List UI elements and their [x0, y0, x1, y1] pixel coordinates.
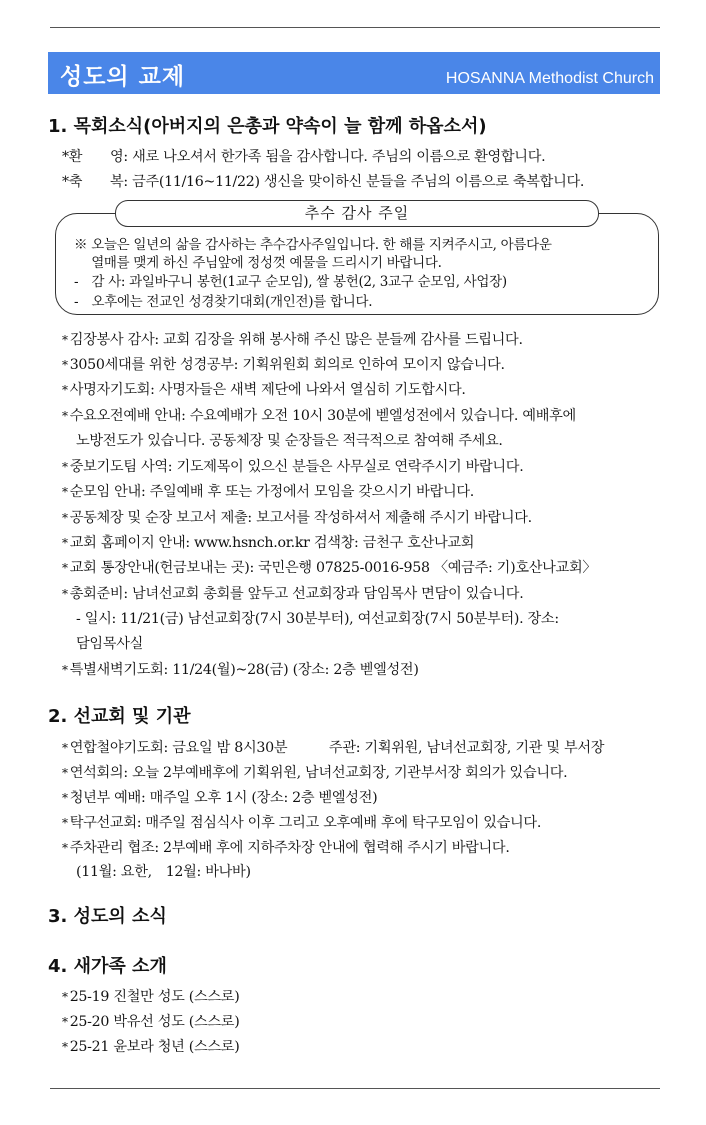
list-item: * 탁구선교회: 매주일 점심식사 이후 그리고 오후예배 후에 탁구모임이 있습니다. [62, 815, 542, 831]
list-item: * 교회 통장안내(헌금보내는 곳): 국민은행 07825-0016-958 〈예금주: 기)호산나교회〉 [62, 560, 597, 576]
blessing-line: *축 복: 금주(11/16~11/22) 생신을 맞이하신 분들을 주님의 이름으로 축복합니다. [62, 174, 585, 190]
list-item-continued: 노방전도가 있습니다. 공동체장 및 순장들은 적극적으로 참여해 주세요. [76, 433, 503, 449]
welcome-line: *환 영: 새로 나오셔서 한가족 됨을 감사합니다. 주님의 이름으로 환영합니다. [62, 149, 546, 165]
list-item: * 중보기도팀 사역: 기도제목이 있으신 분들은 사무실로 연락주시기 바랍니다. [62, 459, 524, 475]
list-item: * 특별새벽기도회: 11/24(월)~28(금) (장소: 2층 벧엘성전) [62, 662, 419, 678]
list-item: * 청년부 예배: 매주일 오후 1시 (장소: 2층 벧엘성전) [62, 790, 378, 806]
bottom-divider [50, 1088, 660, 1089]
section-2-heading: 2. 선교회 및 기관 [48, 706, 191, 727]
new-family-item: * 25-19 진철만 성도 (스스로) [62, 989, 240, 1005]
section-1-heading: 1. 목회소식(아버지의 은총과 약속이 늘 함께 하옵소서) [48, 116, 487, 137]
top-divider [50, 27, 660, 28]
list-item: * 연합철야기도회: 금요일 밤 8시30분 주관: 기획위원, 남녀선교회장, 기관 및 부서장 [62, 740, 605, 756]
box-line: ※ 오늘은 일년의 삶을 감사하는 추수감사주일입니다. 한 해를 지켜주시고, 아름다운 [74, 237, 552, 253]
list-item-continued: 담임목사실 [76, 636, 144, 652]
section-4-heading: 4. 새가족 소개 [48, 956, 167, 977]
section-3-heading: 3. 성도의 소식 [48, 906, 167, 927]
header-banner [48, 52, 660, 94]
box-line: 열매를 맺게 하신 주님앞에 정성껏 예물을 드리시기 바랍니다. [74, 255, 442, 271]
list-item: * 3050세대를 위한 성경공부: 기획위원회 회의로 인하여 모이지 않습니다. [62, 357, 505, 373]
list-item: * 수요오전예배 안내: 수요예배가 오전 10시 30분에 벧엘성전에서 있습니다. 예배후에 [62, 408, 576, 424]
list-item: * 주차관리 협조: 2부예배 후에 지하주차장 안내에 협력해 주시기 바랍니다. [62, 840, 510, 856]
list-item-continued: - 일시: 11/21(금) 남선교회장(7시 30분부터), 여선교회장(7시 50분부터). 장소: [76, 611, 559, 627]
thanksgiving-box-title: 추수 감사 주일 [115, 200, 599, 227]
new-family-item: * 25-20 박유선 성도 (스스로) [62, 1014, 240, 1030]
list-item: * 총회준비: 남녀선교회 총회를 앞두고 선교회장과 담임목사 면담이 있습니다. [62, 586, 524, 602]
page-title: 성도의 교제 [60, 64, 186, 90]
box-line: - 오후에는 전교인 성경찾기대회(개인전)를 합니다. [74, 294, 373, 310]
new-family-item: * 25-21 윤보라 청년 (스스로) [62, 1039, 240, 1055]
list-item: * 공동체장 및 순장 보고서 제출: 보고서를 작성하셔서 제출해 주시기 바랍니다. [62, 510, 532, 526]
list-item-continued: (11월: 요한, 12월: 바나바) [76, 864, 251, 880]
list-item: * 김장봉사 감사: 교회 김장을 위해 봉사해 주신 많은 분들께 감사를 드립니다. [62, 332, 523, 348]
church-name: HOSANNA Methodist Church [445, 70, 654, 87]
list-item: * 교회 홈페이지 안내: www.hsnch.or.kr 검색창: 금천구 호산나교회 [62, 535, 475, 551]
list-item: * 순모임 안내: 주일예배 후 또는 가정에서 모임을 갖으시기 바랍니다. [62, 484, 475, 500]
list-item: * 연석회의: 오늘 2부예배후에 기획위원, 남녀선교회장, 기관부서장 회의가 있습니다. [62, 765, 568, 781]
list-item: * 사명자기도회: 사명자들은 새벽 제단에 나와서 열심히 기도합시다. [62, 382, 466, 398]
box-line: - 감 사: 과일바구니 봉헌(1교구 순모임), 쌀 봉헌(2, 3교구 순모임, 사업장) [74, 274, 507, 290]
